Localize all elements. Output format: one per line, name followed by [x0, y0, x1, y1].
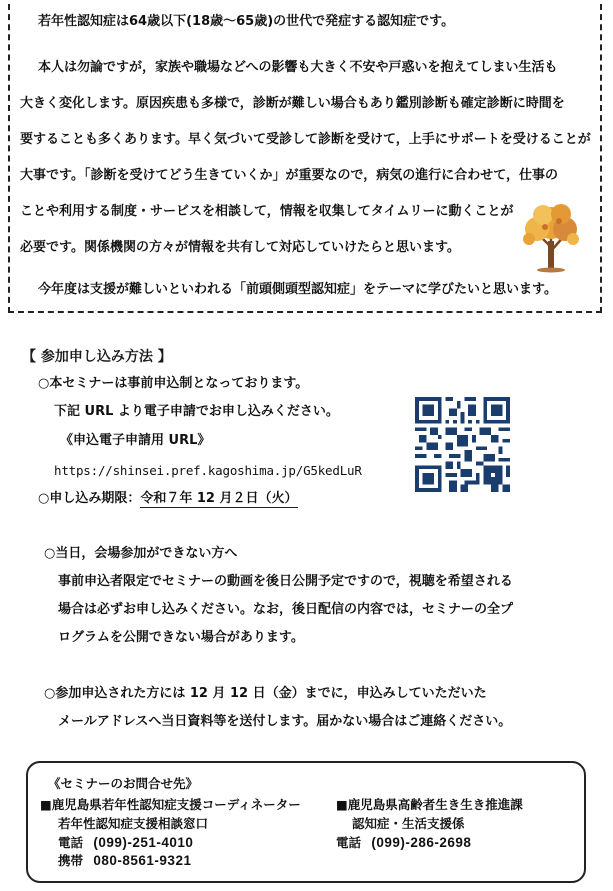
application-heading: 【 参加申し込み方法 】	[22, 349, 172, 365]
intro-line-7: 必要です。関係機関の方々が情報を共有して対応していけたらと思います。	[20, 240, 460, 255]
contact-right-phone-label: 電話	[336, 835, 362, 850]
materials-line-1: ○参加申込された方には 12 月 12 日（金）までに，申込みしていただいた	[44, 686, 487, 701]
intro-line-1: 若年性認知症は64歳以下(18歳～65歳)の世代で発症する認知症です。	[38, 14, 455, 29]
intro-line-4: 要することも多くあります。早く気づいて受診して診断を受けて，上手にサポートを受けることが	[20, 132, 591, 147]
application-url[interactable]: https://shinsei.pref.kagoshima.jp/G5kedLuR	[54, 463, 362, 478]
contact-left-org: ■鹿児島県若年性認知症支援コーディネーター	[40, 797, 301, 812]
contact-left-phone-label: 電話	[58, 835, 84, 850]
intro-box	[8, 4, 602, 313]
absent-line-1: 事前申込者限定でセミナーの動画を後日公開予定ですので，視聴を希望される	[58, 574, 513, 589]
absent-line-3: ログラムを公開できない場合があります。	[58, 630, 304, 645]
url-instruction: 下記 URL より電子申請でお申し込みください。	[54, 404, 339, 419]
qr-code[interactable]	[415, 397, 510, 492]
autumn-tree-icon	[515, 199, 587, 273]
contact-title: 《セミナーのお問合せ先》	[48, 776, 199, 791]
url-label: 《申込電子申請用 URL》	[60, 433, 211, 448]
contact-right-phone[interactable]: (099)-286-2698	[371, 835, 472, 850]
contact-left-dept: 若年性認知症支援相談窓口	[58, 816, 209, 831]
intro-line-5: 大事です。「診断を受けてどう生きていくか」が重要なので，病気の進行に合わせて，仕事の	[20, 168, 558, 183]
contact-left-mobile[interactable]: 080-8561-9321	[93, 853, 192, 868]
materials-line-2: メールアドレスへ当日資料等を送付します。届かない場合はご連絡ください。	[58, 714, 512, 729]
intro-line-6: ことや利用する制度・サービスを相談して，情報を収集してタイムリーに動くことが	[20, 204, 514, 219]
contact-right-dept: 認知症・生活支援係	[352, 816, 465, 831]
absent-line-2: 場合は必ずお申し込みください。なお，後日配信の内容では，セミナーの全プ	[58, 602, 514, 617]
intro-line-3: 大きく変化します。原因疾患も多様で，診断が難しい場合もあり鑑別診断も確定診断に時間を	[20, 96, 565, 111]
contact-right-org: ■鹿児島県高齢者生き生き推進課	[336, 797, 523, 812]
prereg-notice: ○本セミナーは事前申込制となっております。	[38, 376, 309, 391]
absent-heading: ○当日，会場参加ができない方へ	[44, 546, 238, 561]
contact-left-phone[interactable]: (099)-251-4010	[93, 835, 194, 850]
intro-line-2: 本人は勿論ですが，家族や職場などへの影響も大きく不安や戸惑いを抱えてしまい生活も	[38, 60, 558, 75]
contact-left-mobile-label: 携帯	[58, 853, 84, 868]
deadline-label: ○申し込み期限：	[38, 491, 141, 506]
intro-line-8: 今年度は支援が難しいといわれる「前頭側頭型認知症」をテーマに学びたいと思います。	[38, 282, 557, 297]
deadline-value: 令和７年 12 月２日（火）	[140, 491, 298, 506]
